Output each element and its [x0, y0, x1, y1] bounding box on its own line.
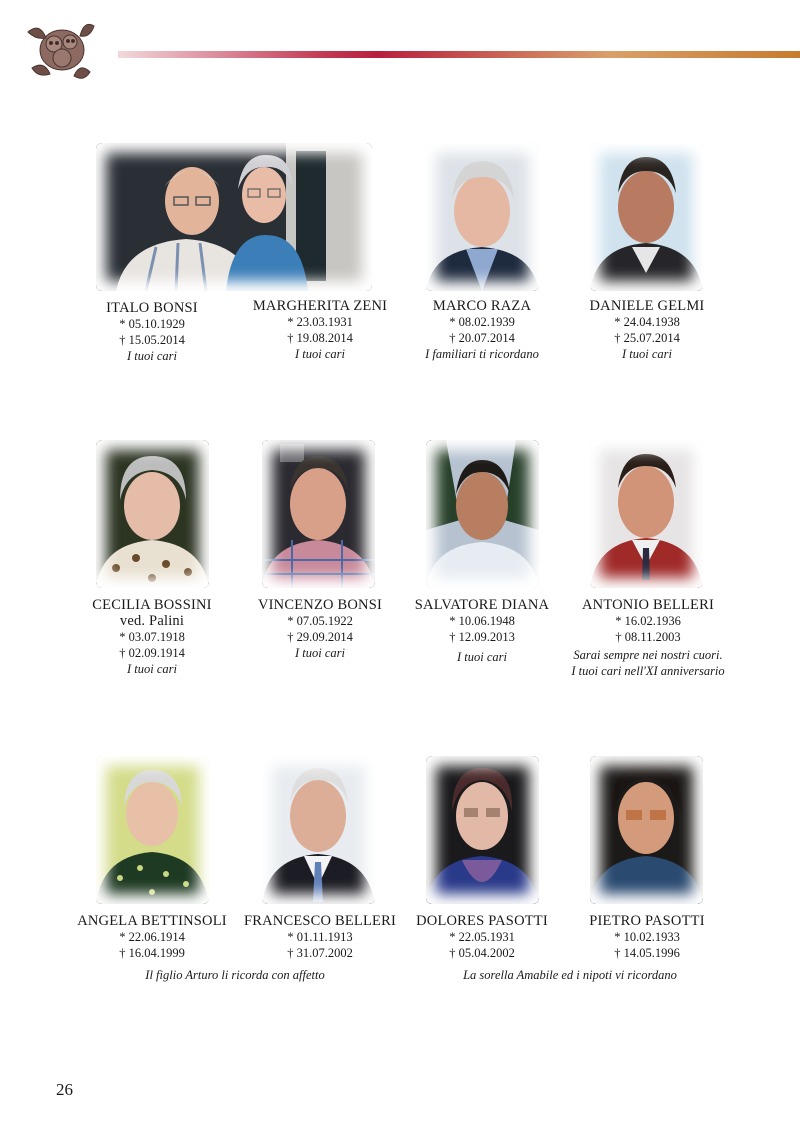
- entry-note: I tuoi cari: [622, 347, 672, 361]
- entry-birth: * 01.11.1913: [287, 930, 353, 944]
- photo-salvatore-diana: [426, 440, 539, 588]
- entry-birth: * 10.06.1948: [449, 614, 515, 628]
- entry-death: † 20.07.2014: [449, 331, 515, 345]
- entry-note: I tuoi cari: [127, 662, 177, 676]
- entry-note: I tuoi cari: [295, 347, 345, 361]
- entry-note: Sarai sempre nei nostri cuori.: [573, 648, 723, 662]
- caption-cecilia-bossini: [72, 597, 232, 677]
- entry-death: † 31.07.2002: [287, 946, 353, 960]
- photo-angela-bettinsoli: [96, 756, 209, 904]
- entry-birth: * 24.04.1938: [614, 315, 680, 329]
- entry-name: ANGELA BETTINSOLI: [77, 913, 227, 929]
- entry-death: † 08.11.2003: [615, 630, 681, 644]
- entry-married-name: ved. Palini: [119, 613, 185, 629]
- entry-name: VINCENZO BONSI: [257, 597, 383, 613]
- caption-dolores-pasotti: [402, 913, 562, 961]
- entry-birth: * 22.06.1914: [119, 930, 185, 944]
- entry-name: CECILIA BOSSINI: [92, 597, 212, 613]
- entry-death: † 05.04.2002: [449, 946, 515, 960]
- joint-note-bettinsoli-belleri: Il figlio Arturo li ricorda con affetto: [145, 968, 325, 982]
- header-gradient-bar: [118, 51, 800, 58]
- entry-note: I tuoi cari: [127, 349, 177, 363]
- photo-daniele-gelmi: [590, 143, 703, 291]
- caption-vincenzo-bonsi: [240, 597, 400, 661]
- entry-name: SALVATORE DIANA: [414, 597, 550, 613]
- entry-death: † 19.08.2014: [287, 331, 353, 345]
- entry-name: MARCO RAZA: [432, 298, 532, 314]
- caption-margherita-zeni: [240, 298, 400, 362]
- entry-name: MARGHERITA ZENI: [252, 298, 388, 314]
- caption-francesco-belleri: [232, 913, 408, 961]
- caption-pietro-pasotti: [567, 913, 727, 961]
- photo-antonio-belleri: [590, 440, 703, 588]
- cherub-ornament-icon: [20, 12, 102, 86]
- entry-note: I tuoi cari: [295, 646, 345, 660]
- photo-italo-bonsi-margherita-zeni: [96, 143, 372, 291]
- caption-angela-bettinsoli: [72, 913, 232, 961]
- entry-birth: * 03.07.1918: [119, 630, 185, 644]
- entry-birth: * 16.02.1936: [615, 614, 681, 628]
- entry-birth: * 22.05.1931: [449, 930, 515, 944]
- entry-death: † 25.07.2014: [614, 331, 680, 345]
- photo-dolores-pasotti: [426, 756, 539, 904]
- entry-death: † 29.09.2014: [287, 630, 353, 644]
- entry-death: † 14.05.1996: [614, 946, 680, 960]
- entry-note-2: I tuoi cari nell'XI anniversario: [571, 664, 725, 678]
- entry-note: I familiari ti ricordano: [425, 347, 539, 361]
- photo-marco-raza: [426, 143, 539, 291]
- entry-death: † 12.09.2013: [449, 630, 515, 644]
- entry-name: FRANCESCO BELLERI: [243, 913, 397, 929]
- joint-note-pasotti: La sorella Amabile ed i nipoti vi ricordano: [463, 968, 677, 982]
- caption-italo-bonsi: [82, 300, 222, 364]
- entry-birth: * 23.03.1931: [287, 315, 353, 329]
- photo-francesco-belleri: [262, 756, 375, 904]
- entry-name: PIETRO PASOTTI: [589, 913, 705, 929]
- photo-vincenzo-bonsi: [262, 440, 375, 588]
- entry-birth: * 08.02.1939: [449, 315, 515, 329]
- page-number: 26: [56, 1080, 73, 1099]
- photo-pietro-pasotti: [590, 756, 703, 904]
- photo-cecilia-bossini: [96, 440, 209, 588]
- caption-marco-raza: [402, 298, 562, 362]
- entry-name: ANTONIO BELLERI: [581, 597, 714, 613]
- entry-birth: * 07.05.1922: [287, 614, 353, 628]
- entry-note: I tuoi cari: [457, 650, 507, 664]
- entry-name: DANIELE GELMI: [589, 298, 705, 314]
- caption-daniele-gelmi: [567, 298, 727, 362]
- entry-birth: * 05.10.1929: [119, 317, 185, 331]
- entry-name: ITALO BONSI: [106, 300, 198, 316]
- entry-name: DOLORES PASOTTI: [416, 913, 548, 929]
- caption-antonio-belleri: [546, 597, 750, 679]
- entry-death: † 16.04.1999: [119, 946, 185, 960]
- caption-salvatore-diana: [402, 597, 562, 665]
- entry-death: † 15.05.2014: [119, 333, 185, 347]
- entry-death: † 02.09.1914: [119, 646, 185, 660]
- entry-birth: * 10.02.1933: [614, 930, 680, 944]
